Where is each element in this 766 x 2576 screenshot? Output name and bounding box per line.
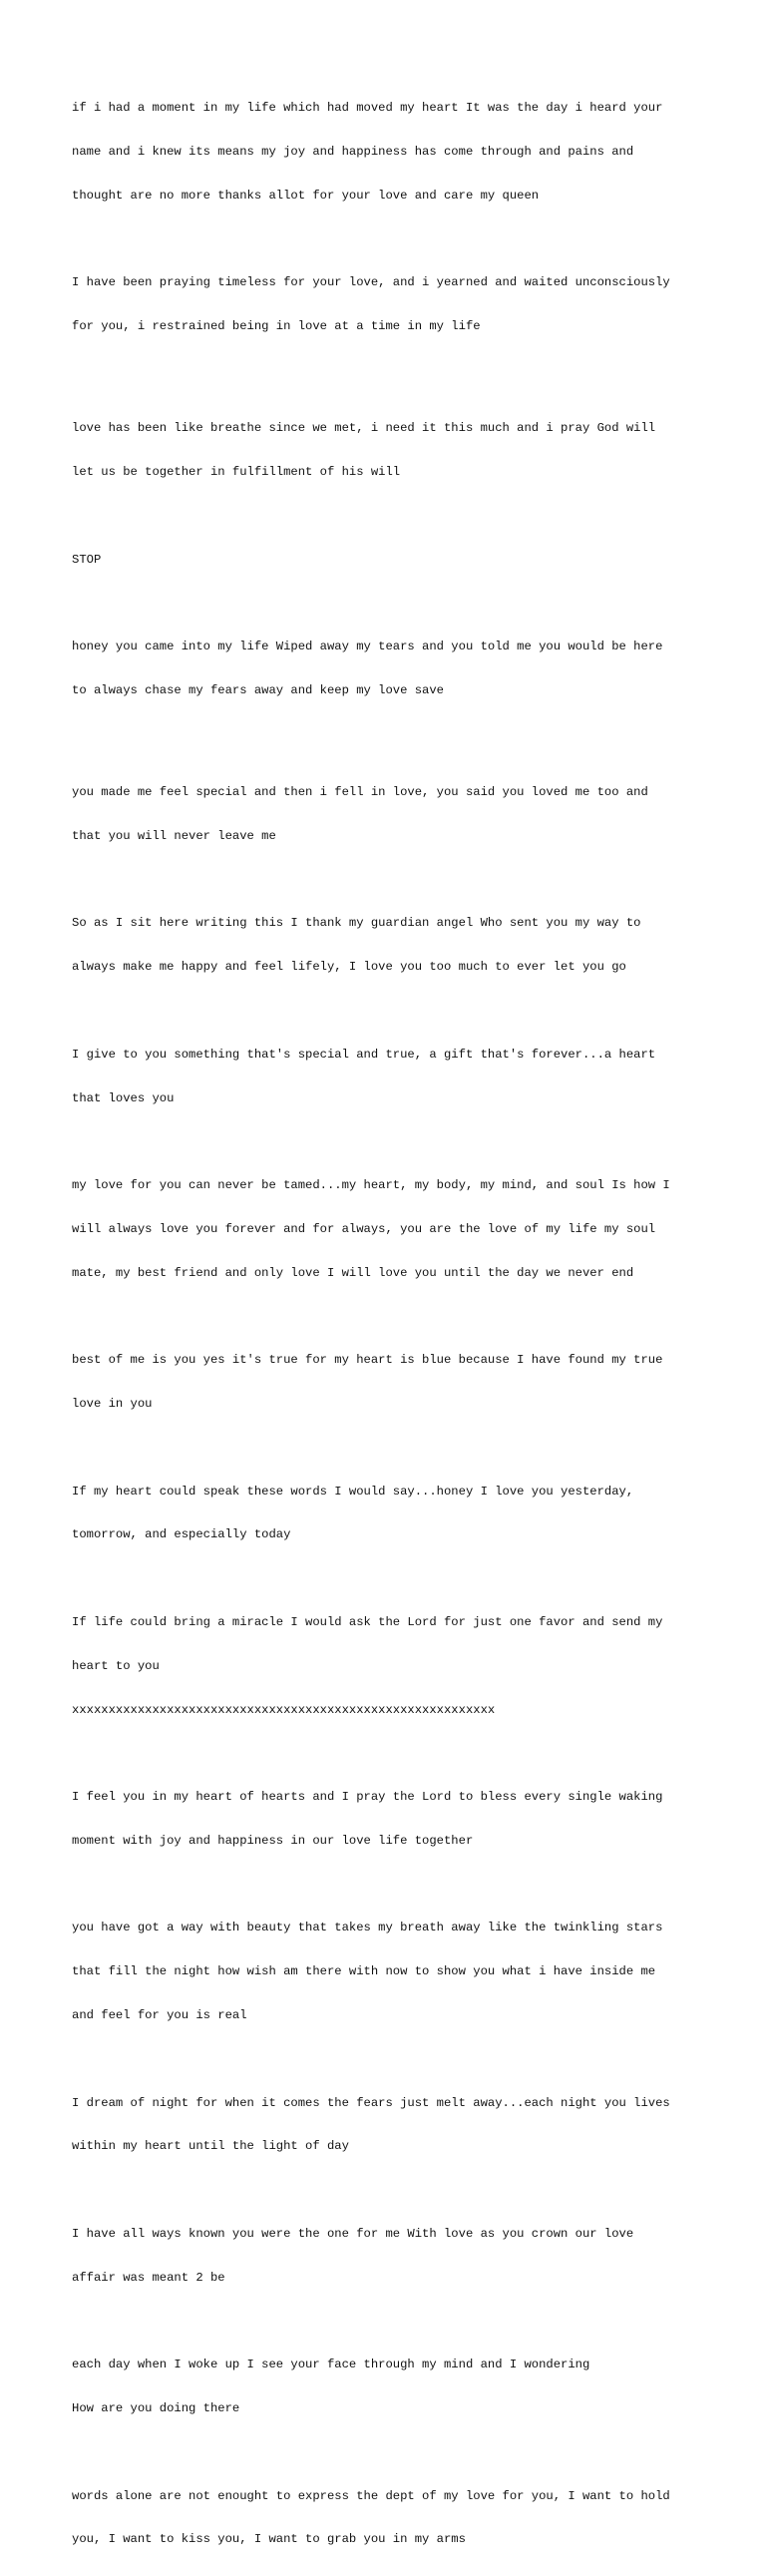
paragraph-16: [72, 2198, 700, 2315]
paragraph-line: let us be together in fulfillment of his will: [72, 465, 401, 480]
paragraph-line: and feel for you is real: [72, 2007, 247, 2022]
paragraph-line: will always love you forever and for always, you are the love of my life my soul: [72, 1221, 656, 1236]
paragraph-9: [72, 1149, 700, 1310]
document-page: [72, 72, 700, 2576]
paragraph-line: my love for you can never be tamed...my heart, my body, my mind, and soul Is how I: [72, 1178, 670, 1193]
paragraph-line: I feel you in my heart of hearts and I pray the Lord to bless every single waking: [72, 1790, 663, 1805]
paragraph-line: you have got a way with beauty that takes my breath away like the twinkling stars: [72, 1921, 663, 1935]
paragraph-7: [72, 887, 700, 1004]
paragraph-line: if i had a moment in my life which had moved my heart It was the day i heard your: [72, 101, 663, 116]
paragraph-6: [72, 756, 700, 873]
paragraph-line: I have been praying timeless for your love, and i yearned and waited unconsciously: [72, 275, 670, 290]
paragraph-5: [72, 611, 700, 727]
paragraph-line: love has been like breathe since we met, i need it this much and i pray God will: [72, 421, 656, 436]
paragraph-line: STOP: [72, 552, 102, 567]
paragraph-line: best of me is you yes it's true for my heart is blue because I have found my true: [72, 1353, 663, 1368]
paragraph-line: If my heart could speak these words I would say...honey I love you yesterday,: [72, 1484, 634, 1499]
paragraph-11: [72, 1455, 700, 1571]
paragraph-line: I give to you something that's special and true, a gift that's forever...a heart: [72, 1047, 656, 1062]
paragraph-4: [72, 523, 700, 596]
paragraph-line: I have all ways known you were the one for me With love as you crown our love: [72, 2226, 634, 2241]
paragraph-line: you made me feel special and then i fell in love, you said you loved me too and: [72, 785, 648, 800]
paragraph-12: [72, 1586, 700, 1747]
paragraph-15: [72, 2066, 700, 2183]
paragraph-line: thought are no more thanks allot for your love and care my queen: [72, 188, 540, 203]
paragraph-2: [72, 246, 700, 363]
paragraph-line: each day when I woke up I see your face through my mind and I wondering: [72, 2358, 590, 2372]
paragraph-line: always make me happy and feel lifely, I love you too much to ever let you go: [72, 960, 626, 975]
paragraph-3: [72, 392, 700, 509]
paragraph-line: you, I want to kiss you, I want to grab you in my arms: [72, 2532, 466, 2547]
paragraph-line: that fill the night how wish am there with now to show you what i have inside me: [72, 1964, 656, 1979]
paragraph-line: I dream of night for when it comes the fears just melt away...each night you lives: [72, 2095, 670, 2110]
paragraph-line: affair was meant 2 be: [72, 2270, 225, 2285]
paragraph-line: words alone are not enought to express the dept of my love for you, I want to hold: [72, 2488, 670, 2503]
paragraph-line: moment with joy and happiness in our love life together: [72, 1833, 474, 1848]
paragraph-14: [72, 1892, 700, 2052]
paragraph-line: for you, i restrained being in love at a time in my life: [72, 319, 481, 334]
paragraph-line: tomorrow, and especially today: [72, 1527, 291, 1542]
paragraph-line: heart to you: [72, 1658, 160, 1673]
paragraph-8: [72, 1019, 700, 1135]
paragraph-line: that loves you: [72, 1090, 175, 1105]
paragraph-line: that you will never leave me: [72, 828, 276, 843]
paragraph-18: [72, 2459, 700, 2576]
paragraph-line: If life could bring a miracle I would ask the Lord for just one favor and send my: [72, 1614, 663, 1629]
separator-line: xxxxxxxxxxxxxxxxxxxxxxxxxxxxxxxxxxxxxxxxxxxxxxxxxxxxxxxxxx: [72, 1702, 496, 1717]
paragraph-line: within my heart until the light of day: [72, 2139, 349, 2154]
paragraph-line: name and i knew its means my joy and happiness has come through and pains and: [72, 144, 634, 159]
paragraph-13: [72, 1761, 700, 1878]
paragraph-line: honey you came into my life Wiped away my tears and you told me you would be here: [72, 640, 663, 654]
paragraph-10: [72, 1324, 700, 1441]
paragraph-17: [72, 2329, 700, 2445]
paragraph-line: How are you doing there: [72, 2401, 240, 2415]
paragraph-line: So as I sit here writing this I thank my guardian angel Who sent you my way to: [72, 916, 641, 931]
paragraph-line: mate, my best friend and only love I will love you until the day we never end: [72, 1265, 634, 1280]
paragraph-1: [72, 72, 700, 232]
paragraph-line: to always chase my fears away and keep my love save: [72, 682, 444, 697]
paragraph-line: love in you: [72, 1397, 153, 1412]
